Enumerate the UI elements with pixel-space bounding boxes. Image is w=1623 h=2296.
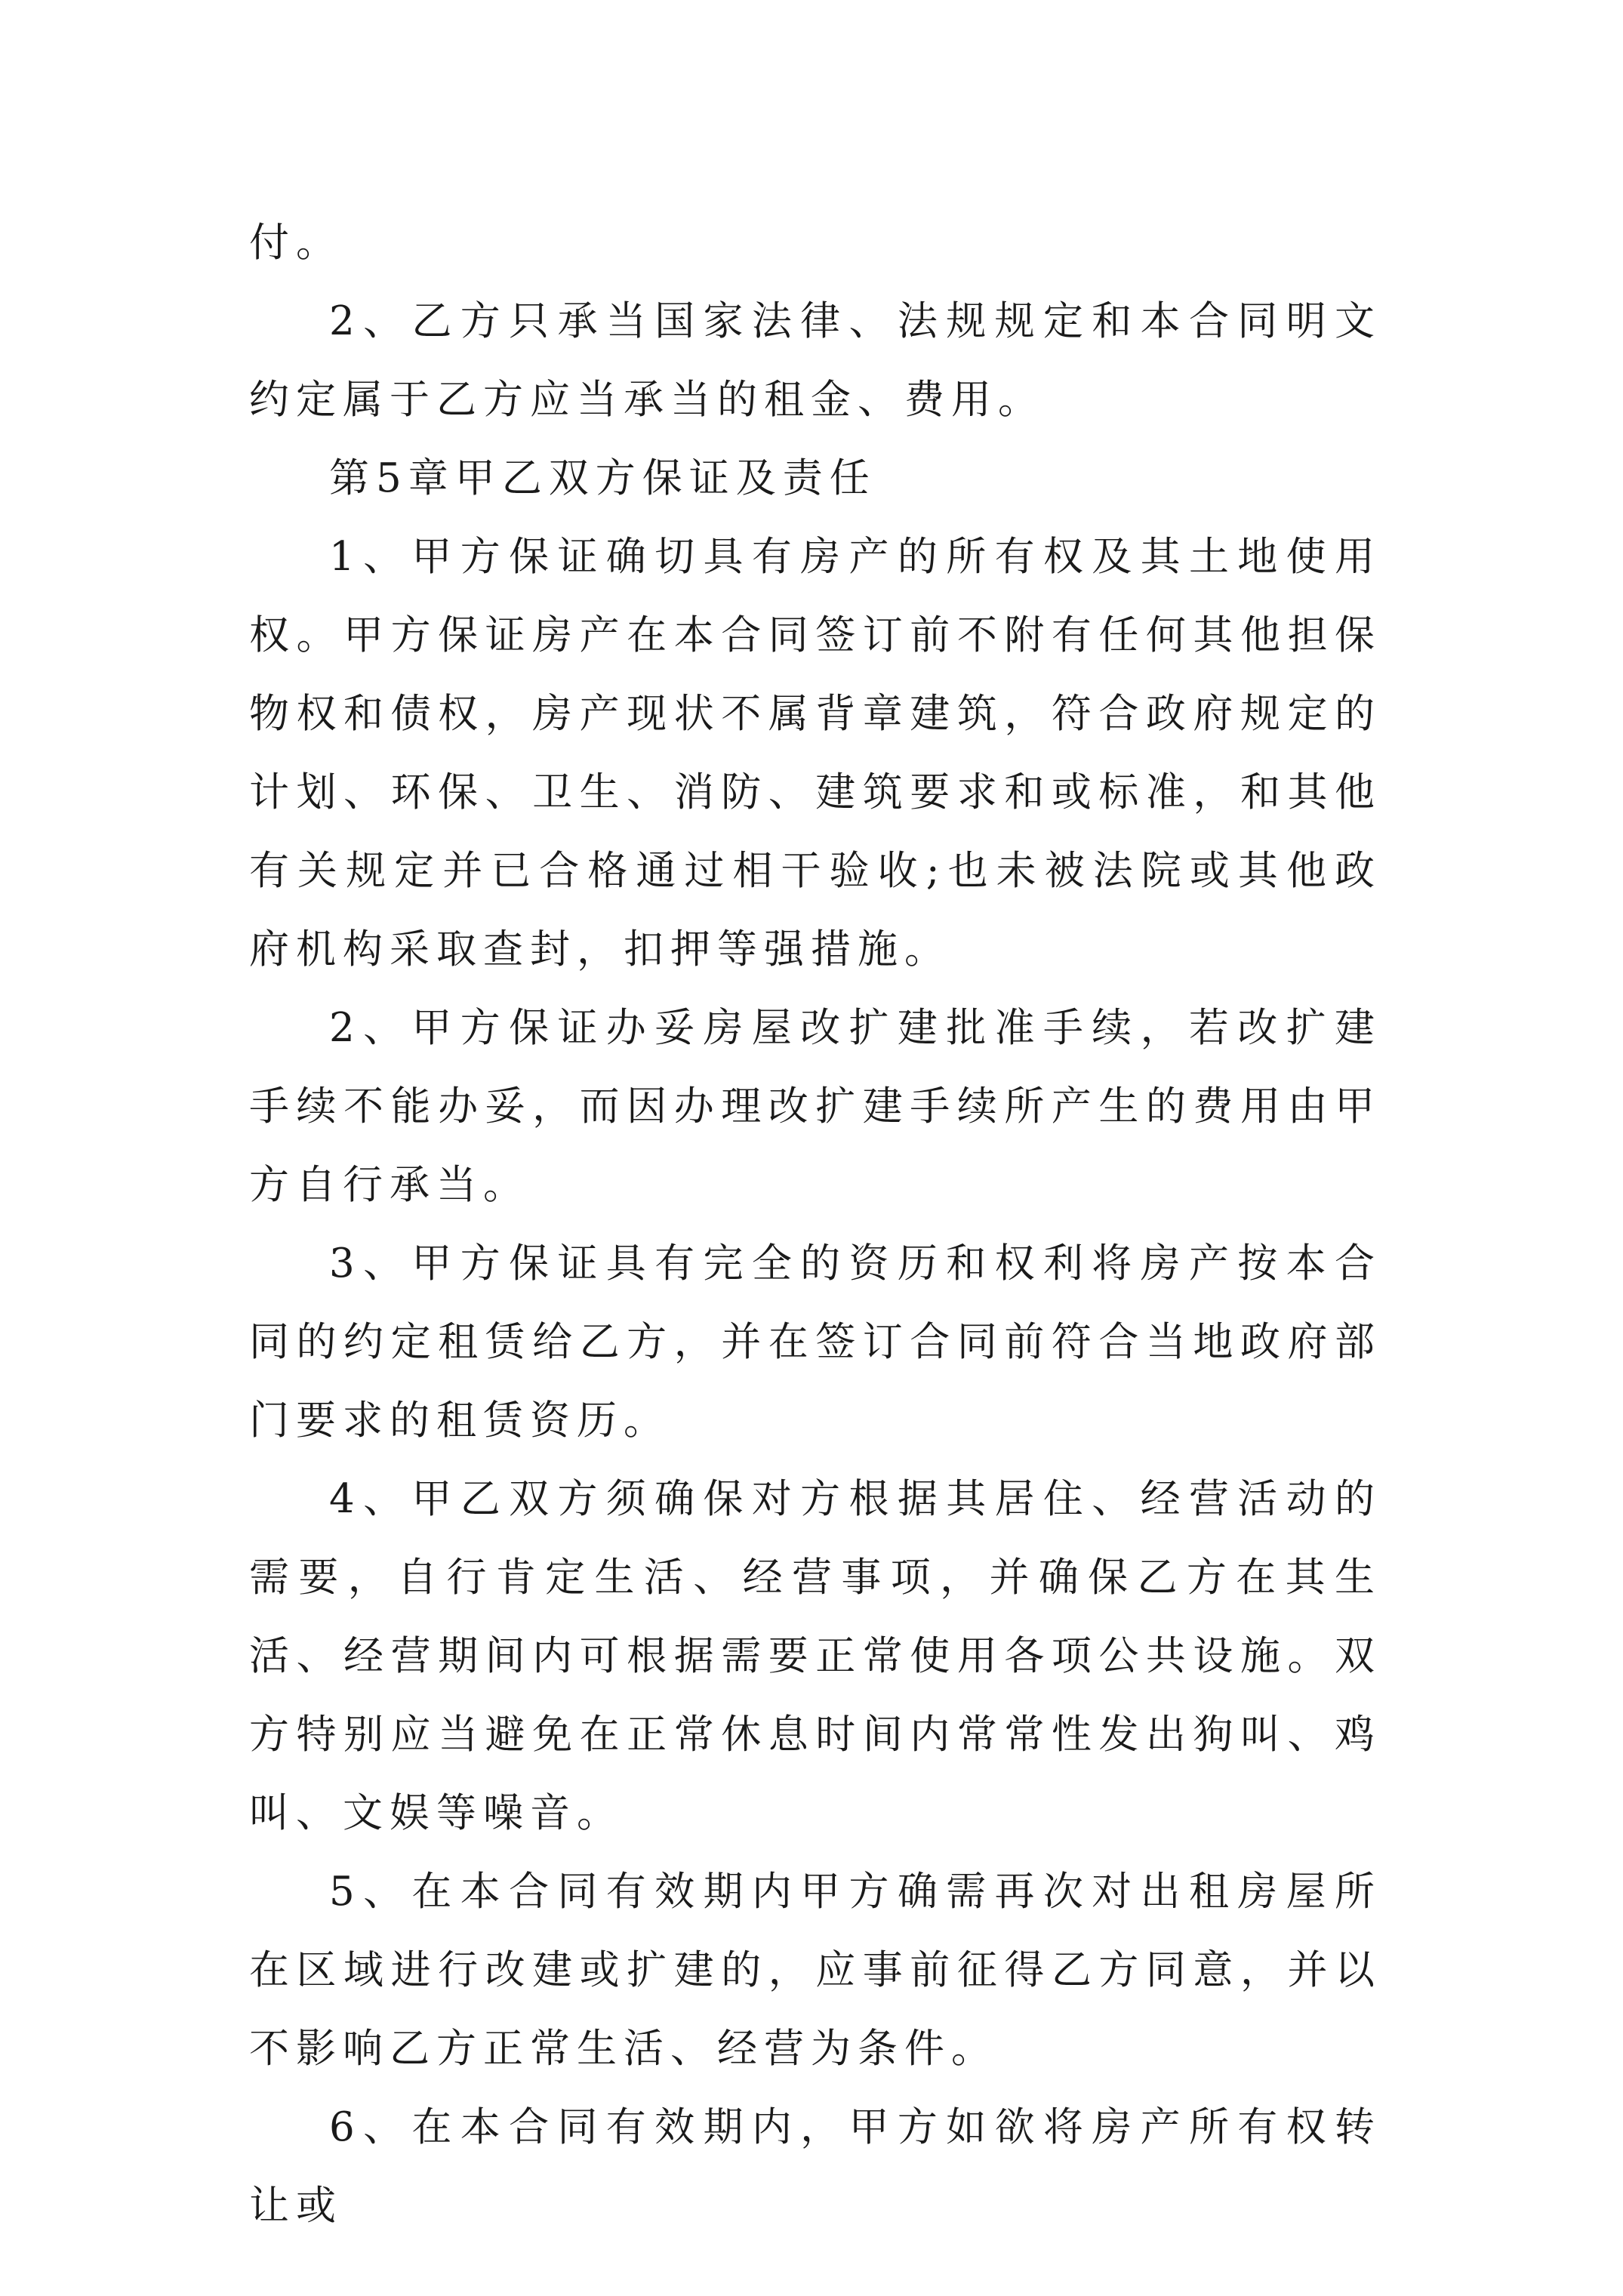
document-body <box>249 204 1381 2245</box>
paragraph-clause-4-2: 2、乙方只承当国家法律、法规规定和本合同明文约定属于乙方应当承当的租金、费用。 <box>249 298 1381 423</box>
paragraph-clause-5-4: 4、甲乙双方须确保对方根据其居住、经营活动的需要，自行肯定生活、经营事项，并确保乙方在其生活、经营期间内可根据需要正常使用各项公共设施。双方特别应当避免在正常休息时间内常常性发出狗叫、鸡叫、文娱等噪音。 <box>249 1476 1381 1836</box>
paragraph-clause-5-5: 5、在本合同有效期内甲方确需再次对出租房屋所在区域进行改建或扩建的，应事前征得乙方同意，并以不影响乙方正常生活、经营为条件。 <box>249 1869 1381 2072</box>
chapter-heading: 第5章甲乙双方保证及责任 <box>329 455 876 501</box>
paragraph-clause-5-6: 6、在本合同有效期内，甲方如欲将房产所有权转让或 <box>249 2104 1381 2229</box>
paragraph-clause-5-1: 1、甲方保证确切具有房产的所有权及其土地使用权。甲方保证房产在本合同签订前不附有任何其他担保物权和债权，房产现状不属背章建筑，符合政府规定的计划、环保、卫生、消防、建筑要求和或标准，和其他有关规定并已合格通过相干验收;也未被法院或其他政府机构采取查封，扣押等强措施。 <box>249 534 1381 972</box>
paragraph-clause-5-3: 3、甲方保证具有完全的资历和权利将房产按本合同的约定租赁给乙方，并在签订合同前符合当地政府部门要求的租赁资历。 <box>249 1240 1381 1444</box>
paragraph-continuation: 付。 <box>249 220 343 266</box>
paragraph-clause-5-2: 2、甲方保证办妥房屋改扩建批准手续，若改扩建手续不能办妥，而因办理改扩建手续所产生的费用由甲方自行承当。 <box>249 1005 1381 1208</box>
